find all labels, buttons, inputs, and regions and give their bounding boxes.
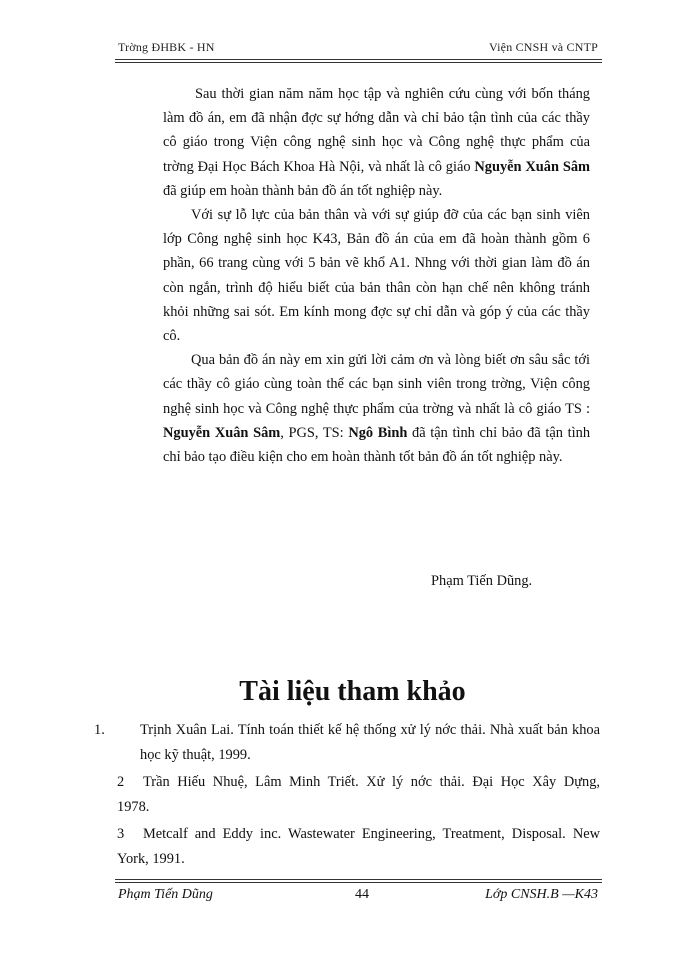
footer-class: Lớp CNSH.B —K43 <box>485 887 598 902</box>
paragraph-1 <box>163 82 590 203</box>
reference-item <box>117 770 687 819</box>
footer-rule <box>115 879 602 883</box>
p1-text-b: đã giúp em hoàn thành bản đồ án tốt nghiệp này. <box>163 182 443 199</box>
footer-author: Phạm Tiến Dũng <box>118 887 213 902</box>
header-rule <box>115 59 602 63</box>
reference-text: Trần Hiếu Nhuệ, Lâm Minh Triết. Xử lý nớc thải. Đại Học Xây Dựng, 1978. <box>117 774 687 815</box>
page-number: 44 <box>355 887 369 902</box>
header-institute: Viện CNSH và CNTP <box>488 40 598 54</box>
reference-number: 1. <box>94 722 105 738</box>
reference-item <box>94 718 600 767</box>
references-list <box>94 718 687 874</box>
advisor-name: Nguyễn Xuân Sâm <box>474 158 591 175</box>
reference-number: 2 <box>117 774 125 790</box>
reference-item <box>117 822 600 871</box>
p3-text-b: , PGS, TS: <box>280 424 349 441</box>
paragraph-3 <box>163 348 590 469</box>
advisor-name-3: Ngô Bình <box>348 424 408 441</box>
p3-text-a: Qua bản đồ án này em xin gửi lời cảm ơn và lòng biết ơn sâu sắc tới các thầy cô giáo cùng toàn thể các bạn sinh viên trong trờng, Viện công nghệ sinh học và Công nghệ thực phẩm của trờng và nhất là cô giáo TS : <box>163 352 590 417</box>
reference-text: Metcalf and Eddy inc. Wastewater Engineering, Treatment, Disposal. New York, 1991. <box>117 826 600 867</box>
advisor-name-2: Nguyễn Xuân Sâm <box>163 424 281 441</box>
header-school: Trờng ĐHBK - HN <box>118 40 215 54</box>
paragraph-2: Với sự lỗ lực của bản thân và với sự giúp đỡ của các bạn sinh viên lớp Công nghệ sinh học K43, Bản đồ án của em đã hoàn thành gồm 6 phần, 66 trang cùng với 5 bản vẽ khổ A1. Nhng với thời gian làm đồ án còn ngắn, trình độ hiểu biết của bản thân còn hạn chế nên không tránh khỏi những sai sót. Em kính mong đợc sự chỉ dẫn và góp ý của các thầy cô. <box>163 207 590 345</box>
reference-number: 3 <box>117 826 125 842</box>
signature: Phạm Tiến Dũng. <box>431 573 533 589</box>
p3-text-c: đã tận tình chỉ bảo đã tận tình chỉ bảo tạo điều kiện cho em hoàn thành tốt bản đồ án tốt nghiệp này. <box>163 424 591 466</box>
references-title: Tài liệu tham khảo <box>239 676 466 707</box>
acknowledgement-body <box>163 82 590 469</box>
reference-text: Trịnh Xuân Lai. Tính toán thiết kế hệ thống xử lý nớc thải. Nhà xuất bản khoa học kỹ thuật, 1999. <box>140 722 600 763</box>
p1-text-a: Sau thời gian năm năm học tập và nghiên cứu cùng với bốn tháng làm đồ án, em đã nhận đợc sự hớng dẫn và chỉ bảo tận tình của các thầy cô giáo trong Viện công nghệ sinh học và Công nghệ thực phẩm của trờng Đại Học Bách Khoa Hà Nội, và nhất là cô giáo <box>163 86 590 175</box>
